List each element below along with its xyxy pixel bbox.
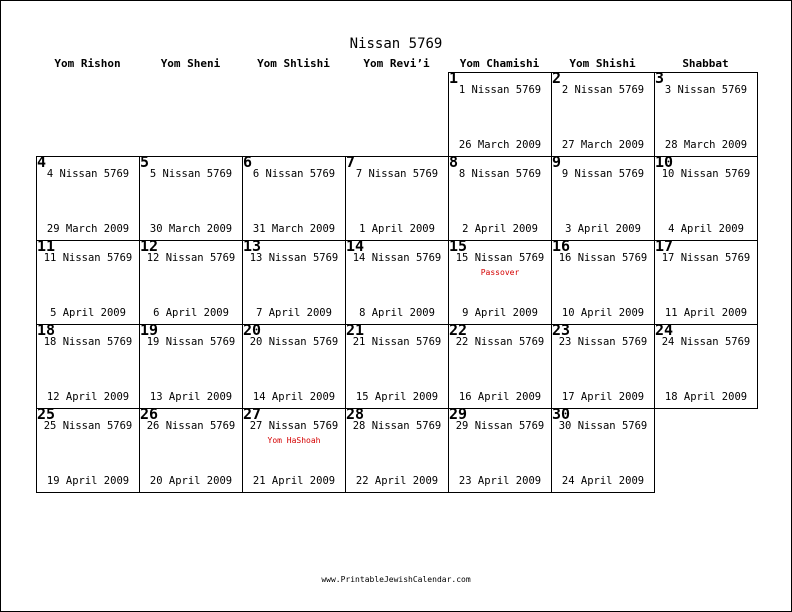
day-number: 8 <box>449 153 459 171</box>
day-cell[interactable] <box>654 321 758 409</box>
day-number: 23 <box>552 321 571 339</box>
gregorian-date: 13 April 2009 <box>149 391 233 403</box>
day-cell[interactable] <box>345 321 449 409</box>
gregorian-date: 15 April 2009 <box>355 391 439 403</box>
day-cell[interactable] <box>242 153 346 241</box>
gregorian-date: 31 March 2009 <box>252 223 336 235</box>
hebrew-date: 3 Nissan 5769 <box>664 84 748 96</box>
day-cell[interactable] <box>448 153 552 241</box>
day-number: 19 <box>140 321 159 339</box>
day-cell[interactable] <box>448 237 552 325</box>
day-number: 14 <box>346 237 365 255</box>
day-number: 28 <box>346 405 365 423</box>
hebrew-date: 19 Nissan 5769 <box>146 336 236 348</box>
day-number: 4 <box>37 153 47 171</box>
day-cell[interactable] <box>242 405 346 493</box>
gregorian-date: 6 April 2009 <box>153 307 229 319</box>
day-number: 12 <box>140 237 159 255</box>
day-cell[interactable] <box>551 153 655 241</box>
gregorian-date: 16 April 2009 <box>458 391 542 403</box>
gregorian-date: 29 March 2009 <box>46 223 130 235</box>
day-number: 7 <box>346 153 356 171</box>
holiday-label: Yom HaShoah <box>267 436 321 445</box>
hebrew-date: 23 Nissan 5769 <box>558 336 648 348</box>
day-cell[interactable] <box>551 237 655 325</box>
gregorian-date: 3 April 2009 <box>565 223 641 235</box>
hebrew-date: 9 Nissan 5769 <box>561 168 645 180</box>
day-number: 30 <box>552 405 571 423</box>
day-cell[interactable] <box>345 405 449 493</box>
day-cell[interactable] <box>551 405 655 493</box>
hebrew-date: 10 Nissan 5769 <box>661 168 751 180</box>
gregorian-date: 10 April 2009 <box>561 307 645 319</box>
hebrew-date: 21 Nissan 5769 <box>352 336 442 348</box>
gregorian-date: 12 April 2009 <box>46 391 130 403</box>
gregorian-date: 8 April 2009 <box>359 307 435 319</box>
hebrew-date: 18 Nissan 5769 <box>43 336 133 348</box>
hebrew-date: 4 Nissan 5769 <box>46 168 130 180</box>
day-cell[interactable] <box>36 237 140 325</box>
day-number: 1 <box>449 69 459 87</box>
day-number: 6 <box>243 153 253 171</box>
hebrew-date: 7 Nissan 5769 <box>355 168 439 180</box>
day-number: 16 <box>552 237 571 255</box>
gregorian-date: 7 April 2009 <box>256 307 332 319</box>
hebrew-date: 6 Nissan 5769 <box>252 168 336 180</box>
day-cell[interactable] <box>36 405 140 493</box>
hebrew-date: 12 Nissan 5769 <box>146 252 236 264</box>
day-number: 9 <box>552 153 562 171</box>
hebrew-date: 16 Nissan 5769 <box>558 252 648 264</box>
gregorian-date: 27 March 2009 <box>561 139 645 151</box>
gregorian-date: 17 April 2009 <box>561 391 645 403</box>
day-number: 15 <box>449 237 468 255</box>
gregorian-date: 4 April 2009 <box>668 223 744 235</box>
hebrew-date: 8 Nissan 5769 <box>458 168 542 180</box>
hebrew-date: 20 Nissan 5769 <box>249 336 339 348</box>
day-cell[interactable] <box>345 153 449 241</box>
day-cell[interactable] <box>448 405 552 493</box>
day-number: 17 <box>655 237 674 255</box>
day-number: 5 <box>140 153 150 171</box>
hebrew-date: 15 Nissan 5769 <box>455 252 545 264</box>
gregorian-date: 20 April 2009 <box>149 475 233 487</box>
gregorian-date: 23 April 2009 <box>458 475 542 487</box>
gregorian-date: 22 April 2009 <box>355 475 439 487</box>
day-cell[interactable] <box>551 69 655 157</box>
day-cell[interactable] <box>36 153 140 241</box>
day-number: 26 <box>140 405 159 423</box>
gregorian-date: 5 April 2009 <box>50 307 126 319</box>
gregorian-date: 26 March 2009 <box>458 139 542 151</box>
hebrew-date: 25 Nissan 5769 <box>43 420 133 432</box>
gregorian-date: 18 April 2009 <box>664 391 748 403</box>
day-number: 29 <box>449 405 468 423</box>
hebrew-date: 5 Nissan 5769 <box>149 168 233 180</box>
weekday-header: Yom Rishon <box>54 57 121 70</box>
day-number: 3 <box>655 69 665 87</box>
month-title: Nissan 5769 <box>349 36 443 52</box>
weekday-header: Shabbat <box>682 57 729 70</box>
day-cell[interactable] <box>139 237 243 325</box>
day-cell[interactable] <box>345 237 449 325</box>
hebrew-date: 1 Nissan 5769 <box>458 84 542 96</box>
footer-url[interactable]: www.PrintableJewishCalendar.com <box>321 575 471 584</box>
weekday-header: Yom Chamishi <box>459 57 540 70</box>
hebrew-date: 11 Nissan 5769 <box>43 252 133 264</box>
day-number: 22 <box>449 321 468 339</box>
day-number: 20 <box>243 321 262 339</box>
day-cell[interactable] <box>139 405 243 493</box>
day-cell[interactable] <box>551 321 655 409</box>
hebrew-date: 29 Nissan 5769 <box>455 420 545 432</box>
hebrew-date: 2 Nissan 5769 <box>561 84 645 96</box>
day-number: 25 <box>37 405 56 423</box>
day-number: 18 <box>37 321 56 339</box>
weekday-header: Yom Sheni <box>160 57 221 70</box>
day-number: 2 <box>552 69 562 87</box>
hebrew-date: 13 Nissan 5769 <box>249 252 339 264</box>
gregorian-date: 19 April 2009 <box>46 475 130 487</box>
gregorian-date: 1 April 2009 <box>359 223 435 235</box>
holiday-label: Passover <box>480 268 520 277</box>
weekday-header: Yom Shishi <box>569 57 636 70</box>
hebrew-date: 24 Nissan 5769 <box>661 336 751 348</box>
day-cell[interactable] <box>36 321 140 409</box>
day-cell[interactable] <box>242 321 346 409</box>
hebrew-date: 28 Nissan 5769 <box>352 420 442 432</box>
gregorian-date: 21 April 2009 <box>252 475 336 487</box>
hebrew-date: 30 Nissan 5769 <box>558 420 648 432</box>
hebrew-date: 17 Nissan 5769 <box>661 252 751 264</box>
day-cell[interactable] <box>242 237 346 325</box>
day-cell[interactable] <box>448 321 552 409</box>
day-number: 21 <box>346 321 365 339</box>
day-cell[interactable] <box>654 69 758 157</box>
gregorian-date: 11 April 2009 <box>664 307 748 319</box>
hebrew-date: 22 Nissan 5769 <box>455 336 545 348</box>
hebrew-date: 26 Nissan 5769 <box>146 420 236 432</box>
day-number: 10 <box>655 153 674 171</box>
day-cell[interactable] <box>654 237 758 325</box>
gregorian-date: 2 April 2009 <box>462 223 538 235</box>
hebrew-date: 27 Nissan 5769 <box>249 420 339 432</box>
hebrew-date: 14 Nissan 5769 <box>352 252 442 264</box>
gregorian-date: 9 April 2009 <box>462 307 538 319</box>
gregorian-date: 30 March 2009 <box>149 223 233 235</box>
day-cell[interactable] <box>139 153 243 241</box>
weekday-header: Yom Shlishi <box>257 57 330 70</box>
day-number: 24 <box>655 321 674 339</box>
day-cell[interactable] <box>654 153 758 241</box>
gregorian-date: 14 April 2009 <box>252 391 336 403</box>
gregorian-date: 28 March 2009 <box>664 139 748 151</box>
day-cell[interactable] <box>139 321 243 409</box>
day-number: 27 <box>243 405 262 423</box>
day-number: 11 <box>37 237 56 255</box>
day-number: 13 <box>243 237 262 255</box>
day-cell[interactable] <box>448 69 552 157</box>
gregorian-date: 24 April 2009 <box>561 475 645 487</box>
weekday-header: Yom Revi’i <box>363 57 430 70</box>
